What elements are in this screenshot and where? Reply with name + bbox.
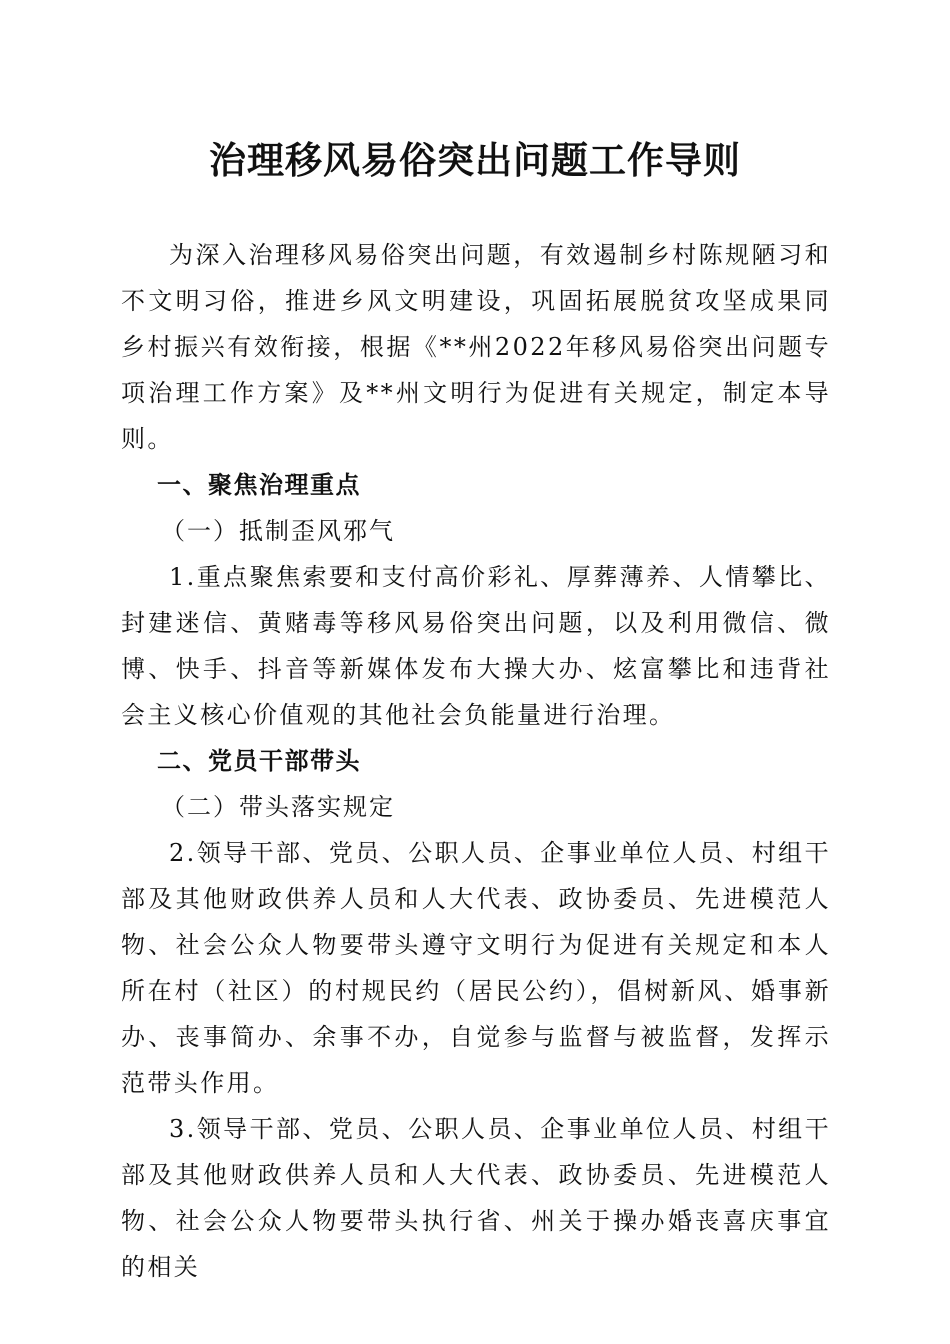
paragraph-item-3: 3.领导干部、党员、公职人员、企事业单位人员、村组干部及其他财政供养人员和人大代表、政协委员、先进模范人物、社会公众人物要带头执行省、州关于操办婚丧喜庆事宜的相关 [121, 1115, 831, 1281]
section-heading-1: 一、聚焦治理重点 [157, 471, 361, 499]
paragraph-item-2: 2.领导干部、党员、公职人员、企事业单位人员、村组干部及其他财政供养人员和人大代表、政协委员、先进模范人物、社会公众人物要带头遵守文明行为促进有关规定和本人所在村（社区）的村规民约（居民公约），倡树新风、婚事新办、丧事简办、余事不办，自觉参与监督与被监督，发挥示范带头作用。 [121, 839, 831, 1097]
intro-paragraph: 为深入治理移风易俗突出问题，有效遏制乡村陈规陋习和不文明习俗，推进乡风文明建设，巩固拓展脱贫攻坚成果同乡村振兴有效衔接，根据《**州2022年移风易俗突出问题专项治理工作方案》及**州文明行为促进有关规定，制定本导则。 [121, 241, 831, 453]
section-heading-2: 二、党员干部带头 [157, 747, 361, 775]
subsection-heading-2: （二）带头落实规定 [161, 793, 395, 821]
subsection-heading-1: （一）抵制歪风邪气 [161, 517, 395, 545]
document-title: 治理移风易俗突出问题工作导则 [209, 138, 741, 182]
paragraph-item-1: 1.重点聚焦索要和支付高价彩礼、厚葬薄养、人情攀比、封建迷信、黄赌毒等移风易俗突出问题，以及利用微信、微博、快手、抖音等新媒体发布大操大办、炫富攀比和违背社会主义核心价值观的其他社会负能量进行治理。 [121, 563, 831, 729]
document-body [121, 232, 831, 1290]
